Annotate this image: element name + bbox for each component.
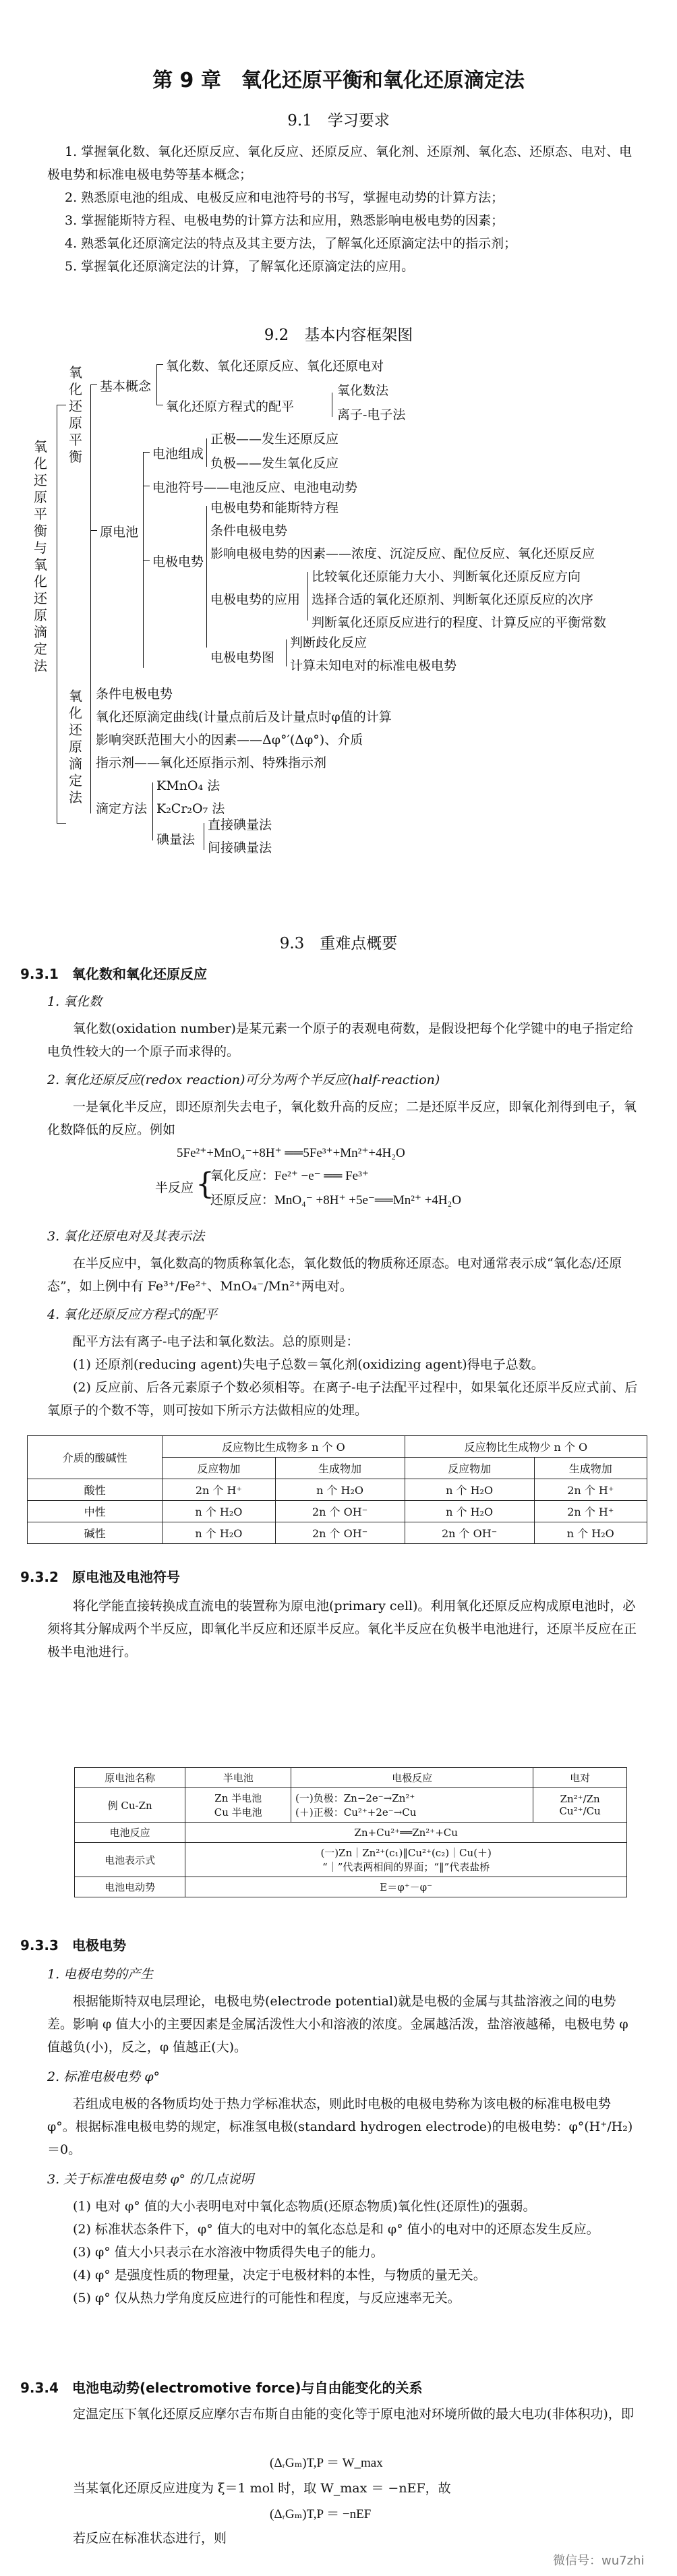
- node-app-2: 选择合适的氧化还原剂、判断氧化还原反应的次序: [312, 592, 594, 607]
- req-item-5: 5. 掌握氧化还原滴定法的计算，了解氧化还原滴定法的应用。: [65, 259, 415, 274]
- re-pos: (＋)正极：Cu²⁺+2e⁻→Cu: [295, 1806, 417, 1819]
- watermark: 微信号：wu7zhi: [553, 2554, 645, 2568]
- th-cell-name: 原电池名称: [75, 1768, 185, 1788]
- l1-titration-label: 氧化还原滴定法: [69, 688, 82, 805]
- notation-note: “｜”代表两相间的界面；“‖”代表盐桥: [322, 1861, 490, 1873]
- brace-icon: {: [196, 1167, 214, 1201]
- sub-oxidation-number: 1. 氧化数: [47, 994, 102, 1009]
- cell: 酸性: [28, 1479, 163, 1501]
- learning-requirements: [47, 140, 641, 278]
- para-balancing-b: (1) 还原剂(reducing agent)失电子总数＝氧化剂(oxidizing agent)得电子总数。: [73, 1357, 544, 1372]
- couple-cu: Cu²⁺/Cu: [559, 1805, 601, 1817]
- eq-gibbs-wmax: (ΔᵣGₘ)T,P ＝ W_max: [270, 2456, 383, 2470]
- eq-oxidation-half: 氧化反应：Fe²⁺ −e⁻ ══ Fe³⁺: [210, 1169, 369, 1183]
- sub-redox-reaction: 2. 氧化还原反应(redox reaction)可分为两个半反应(half-reaction): [47, 1072, 440, 1087]
- req-item-3: 3. 掌握能斯特方程、电极电势的计算方法和应用，熟悉影响电极电势的因素；: [65, 213, 504, 228]
- cell-table: [74, 1767, 627, 1897]
- node-app-1: 比较氧化还原能力大小、判断氧化还原反应方向: [312, 569, 581, 584]
- couple-zn: Zn²⁺/Zn: [560, 1793, 600, 1805]
- th-prod-2: 生成物加: [534, 1458, 647, 1479]
- node-potential-diagram: 电极电势图: [210, 650, 275, 665]
- para-balancing-c: (2) 反应前、后各元素原子个数必须相等。在离子-电子法配平过程中，如果氧化还原半反应式前、后氧原子的个数不等，则可按如下所示方法做相应的处理。: [47, 1380, 638, 1418]
- th-half-cell: 半电池: [185, 1768, 291, 1788]
- cell: n 个 H₂O: [163, 1501, 275, 1522]
- cell: n 个 H₂O: [405, 1501, 534, 1522]
- node-cell-symbol: 电池符号——电池反应、电池电动势: [152, 480, 358, 495]
- eq-reduction-half: 还原反应：MnO₄⁻ +8H⁺ +5e⁻══Mn²⁺ +4H₂O: [210, 1193, 461, 1207]
- para-balancing-a: 配平方法有离子-电子法和氧化数法。总的原则是：: [73, 1334, 359, 1349]
- emf-formula: E＝φ⁺－φ⁻: [185, 1877, 627, 1897]
- eq-gibbs-nef: (ΔᵣGₘ)T,P ＝ −nEF: [270, 2507, 372, 2521]
- node-ion-electron-method: 离子-电子法: [337, 407, 406, 422]
- node-k2cr2o7: K₂Cr₂O₇ 法: [156, 801, 225, 816]
- section-9-2-title: 9.2 基本内容框架图: [264, 326, 413, 344]
- para-half-reactions: 一是氧化半反应，即还原剂失去电子，氧化数升高的反应；二是还原半反应，即氧化剂得到电子，氧化数降低的反应。例如: [47, 1099, 637, 1137]
- node-diag-1: 判断歧化反应: [290, 635, 367, 650]
- node-negative-electrode: 负极——发生氧化反应: [210, 456, 339, 471]
- node-kmno4: KMnO₄ 法: [156, 778, 220, 793]
- eq-overall: 5Fe²⁺+MnO₄⁻+8H⁺ ══5Fe³⁺+Mn²⁺+4H₂O: [177, 1146, 405, 1160]
- table-row: [28, 1522, 647, 1544]
- oxygen-balance-table: [27, 1435, 647, 1544]
- half-zn: Zn 半电池: [214, 1792, 262, 1804]
- l1-balance-label: 氧化还原平衡: [69, 364, 82, 465]
- cell: 中性: [28, 1501, 163, 1522]
- sub-potential-origin: 1. 电极电势的产生: [47, 1967, 154, 1982]
- th-more-o: 反应物比生成物多 n 个 O: [163, 1436, 405, 1458]
- sub-couple: 3. 氧化还原电对及其表示法: [47, 1229, 205, 1244]
- table-row: [28, 1501, 647, 1522]
- cell-notation: (一)Zn｜Zn²⁺(c₁)‖Cu²⁺(c₂)｜Cu(＋): [320, 1847, 492, 1859]
- req-item-2: 2. 熟悉原电池的组成、电极反应和电池符号的书写，掌握电动势的计算方法；: [65, 190, 504, 205]
- node-galvanic-cell: 原电池: [100, 525, 139, 540]
- th-couple: 电对: [533, 1768, 627, 1788]
- sub-balancing: 4. 氧化还原反应方程式的配平: [47, 1307, 218, 1322]
- node-factors: 影响电极电势的因素——浓度、沉淀反应、配位反应、氧化还原反应: [210, 546, 595, 561]
- re-neg: (一)负极：Zn−2e⁻→Zn²⁺: [295, 1792, 415, 1804]
- node-indirect-iodometry: 间接碘量法: [208, 840, 272, 855]
- node-t-conditional: 条件电极电势: [96, 687, 173, 702]
- cell: 2n 个 H⁺: [534, 1479, 647, 1501]
- req-item-4: 4. 熟悉氧化还原滴定法的特点及其主要方法，了解氧化还原滴定法中的指示剂；: [65, 236, 517, 251]
- para-standard-state: 若反应在标准状态进行，则: [73, 2531, 227, 2546]
- section-9-1-title: 9.1 学习要求: [287, 112, 390, 130]
- notes-list: [47, 2195, 641, 2310]
- node-diag-2: 计算未知电对的标准电极电势: [290, 658, 457, 673]
- node-t-indicator: 指示剂——氧化还原指示剂、特殊指示剂: [96, 755, 327, 770]
- cell: 2n 个 OH⁻: [405, 1522, 534, 1544]
- lab-cell-reaction: 电池反应: [75, 1823, 185, 1843]
- th-react-1: 反应物加: [163, 1458, 275, 1479]
- node-electrode-potential: 电极电势: [152, 554, 204, 569]
- node-oxnum-method: 氧化数法: [337, 383, 389, 398]
- para-standard-potential: 若组成电极的各物质均处于热力学标准状态，则此时电极的电极电势称为该电极的标准电极电势 φ°。根据标准电极电势的规定，标准氢电极(standard hydrogen electrode)的电极电势：φ°(H⁺/H₂)＝0。: [47, 2096, 633, 2157]
- table-row: [28, 1479, 647, 1501]
- note-4: (4) φ° 是强度性质的物理量，决定于电极材料的本性，与物质的量无关。: [73, 2268, 486, 2283]
- req-item-1: 1. 掌握氧化数、氧化还原反应、氧化反应、还原反应、氧化剂、还原剂、氧化态、还原态、电对、电极电势和标准电极电势等基本概念；: [47, 144, 632, 182]
- para-extent: 当某氧化还原反应进度为 ξ＝1 mol 时，取 W_max ＝ −nEF，故: [73, 2481, 451, 2496]
- cell: 2n 个 H⁺: [163, 1479, 275, 1501]
- cell: n 个 H₂O: [405, 1479, 534, 1501]
- para-balancing: [47, 1330, 641, 1422]
- th-electrode-reaction: 电极反应: [291, 1768, 533, 1788]
- node-app-3: 判断氧化还原反应进行的程度、计算反应的平衡常数: [312, 615, 607, 630]
- note-3: (3) φ° 值大小只表示在水溶液中物质得失电子的能力。: [73, 2245, 384, 2260]
- node-nernst: 电极电势和能斯特方程: [210, 500, 339, 515]
- node-iodometry: 碘量法: [156, 832, 196, 847]
- node-direct-iodometry: 直接碘量法: [208, 818, 272, 832]
- th-less-o: 反应物比生成物少 n 个 O: [405, 1436, 647, 1458]
- th-react-2: 反应物加: [405, 1458, 534, 1479]
- cell: 2n 个 OH⁻: [275, 1522, 405, 1544]
- node-applications: 电极电势的应用: [210, 592, 301, 607]
- node-basic-concepts: 基本概念: [100, 379, 152, 394]
- cell: 碱性: [28, 1522, 163, 1544]
- note-1: (1) 电对 φ° 值的大小表明电对中氧化态物质(还原态物质)氧化性(还原性)的强弱。: [73, 2199, 536, 2214]
- root-label: 氧化还原平衡与氧化还原滴定法: [34, 438, 47, 674]
- node-conditional-potential: 条件电极电势: [210, 523, 288, 538]
- note-5: (5) φ° 仅从热力学角度反应进行的可能性和程度，与反应速率无关。: [73, 2291, 461, 2306]
- para-oxidation-number: 氧化数(oxidation number)是某元素一个原子的表观电荷数，是假设把每个化学键中的电子指定给电负性较大的一个原子而求得的。: [47, 1021, 633, 1059]
- node-t-curve: 氧化还原滴定曲线(计量点前后及计量点时φ值的计算: [96, 710, 392, 724]
- chapter-title: 第 9 章 氧化还原平衡和氧化还原滴定法: [152, 69, 525, 92]
- section-9-3-title: 9.3 重难点概要: [279, 935, 398, 952]
- cell: n 个 H₂O: [275, 1479, 405, 1501]
- node-basic-c1: 氧化数、氧化还原反应、氧化还原电对: [166, 359, 384, 374]
- half-cu: Cu 半电池: [214, 1806, 262, 1819]
- node-cell-composition: 电池组成: [152, 447, 204, 461]
- half-reaction-label: 半反应: [155, 1181, 194, 1195]
- cell: n 个 H₂O: [534, 1522, 647, 1544]
- lab-emf: 电池电动势: [75, 1877, 185, 1897]
- lab-notation: 电池表示式: [75, 1843, 185, 1877]
- para-gibbs: 定温定压下氧化还原反应摩尔吉布斯自由能的变化等于原电池对环境所做的最大电功(非体积功)，即: [73, 2407, 634, 2422]
- para-potential-origin: 根据能斯特双电层理论，电极电势(electrode potential)就是电极的金属与其盐溶液之间的电势差。影响 φ 值大小的主要因素是金属活泼性大小和溶液的浓度。金属越活泼，盐溶液越稀，电极电势 φ 值越负(小)，反之，φ 值越正(大)。: [47, 1994, 628, 2055]
- cell-reaction: Zn+Cu²⁺══Zn²⁺+Cu: [185, 1823, 627, 1843]
- node-t-methods: 滴定方法: [96, 801, 148, 816]
- th-prod-1: 生成物加: [275, 1458, 405, 1479]
- heading-9-3-3: 9.3.3 电极电势: [20, 1937, 126, 1953]
- node-t-jump: 影响突跃范围大小的因素——Δφ°′(Δφ°)、介质: [96, 733, 363, 747]
- heading-9-3-2: 9.3.2 原电池及电池符号: [20, 1569, 180, 1585]
- cell: 2n 个 H⁺: [534, 1501, 647, 1522]
- sub-standard-potential: 2. 标准电极电势 φ°: [47, 2069, 160, 2084]
- heading-9-3-4: 9.3.4 电池电动势(electromotive force)与自由能变化的关系: [20, 2380, 423, 2396]
- cell: 2n 个 OH⁻: [275, 1501, 405, 1522]
- cell-example-name: 例 Cu-Zn: [75, 1788, 185, 1823]
- heading-9-3-1: 9.3.1 氧化数和氧化还原反应: [20, 966, 207, 982]
- th-medium: 介质的酸碱性: [28, 1436, 163, 1479]
- sub-notes: 3. 关于标准电极电势 φ° 的几点说明: [47, 2172, 254, 2187]
- node-positive-electrode: 正极——发生还原反应: [210, 432, 339, 447]
- node-balancing: 氧化还原方程式的配平: [166, 399, 295, 414]
- para-primary-cell: 将化学能直接转换成直流电的装置称为原电池(primary cell)。利用氧化还原反应构成原电池时，必须将其分解成两个半反应，即氧化半反应和还原半反应。氧化半反应在负极半电池进行，还原半反应在正极半电池进行。: [47, 1599, 637, 1659]
- cell: n 个 H₂O: [163, 1522, 275, 1544]
- para-couple: 在半反应中，氧化数高的物质称氧化态，氧化数低的物质称还原态。电对通常表示成“氧化态/还原态”，如上例中有 Fe³⁺/Fe²⁺、MnO₄⁻/Mn²⁺两电对。: [47, 1256, 622, 1294]
- note-2: (2) 标准状态条件下，φ° 值大的电对中的氧化态总是和 φ° 值小的电对中的还原态发生反应。: [73, 2222, 599, 2237]
